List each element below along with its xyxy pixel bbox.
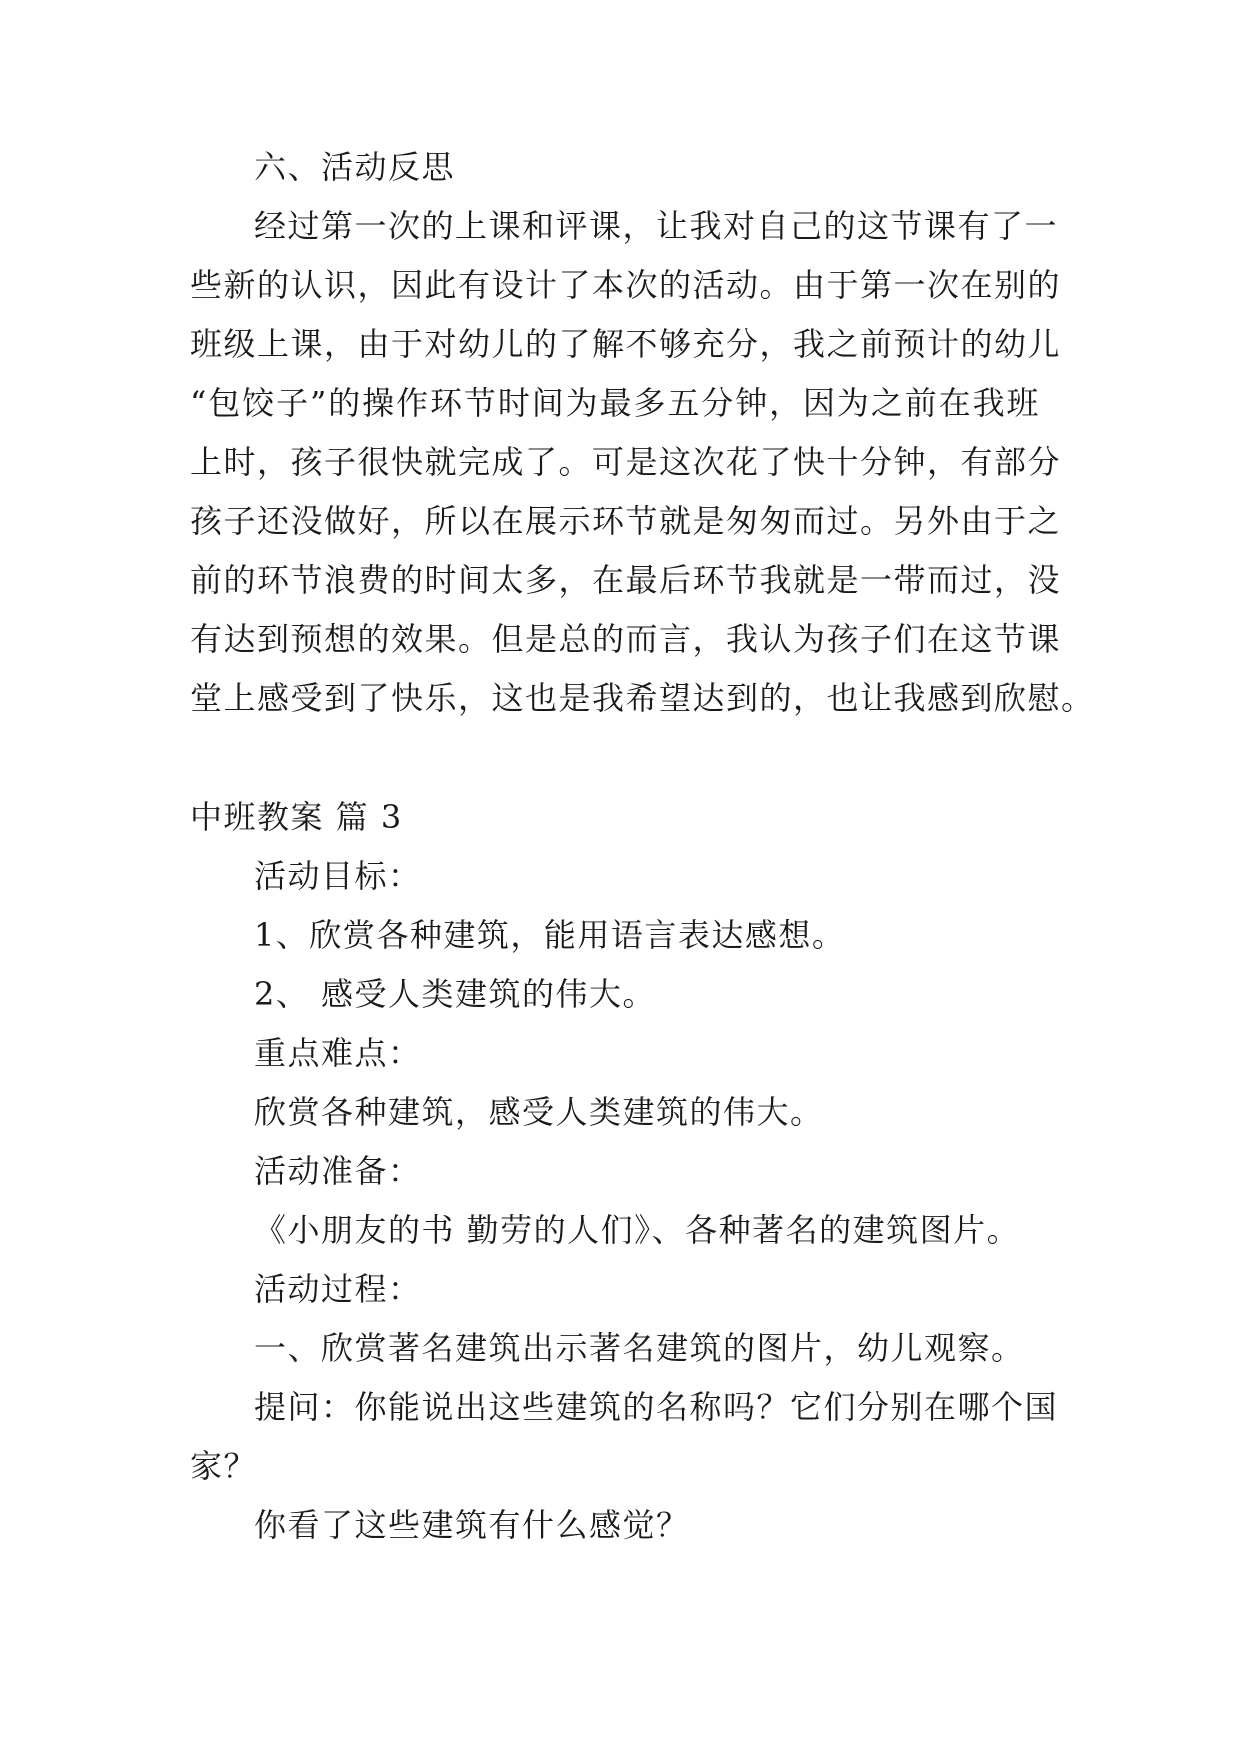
paragraph-line: “包饺子”的操作环节时间为最多五分钟，因为之前在我班 — [190, 384, 1040, 422]
question-text: 提问：你能说出这些建筑的名称吗？它们分别在哪个国 — [254, 1388, 1059, 1426]
paragraph-line: 有达到预想的效果。但是总的而言，我认为孩子们在这节课 — [190, 620, 1062, 658]
key-points-text: 欣赏各种建筑，感受人类建筑的伟大。 — [254, 1093, 824, 1131]
key-points-heading: 重点难点： — [254, 1034, 422, 1072]
lesson-title: 中班教案 篇 3 — [190, 798, 403, 836]
question-text: 你看了这些建筑有什么感觉？ — [254, 1506, 690, 1544]
goal-item: 2、 感受人类建筑的伟大。 — [254, 975, 657, 1013]
preparation-heading: 活动准备： — [254, 1152, 422, 1190]
paragraph-line: 前的环节浪费的时间太多，在最后环节我就是一带而过，没 — [190, 561, 1062, 599]
preparation-text: 《小朋友的书 勤劳的人们》、各种著名的建筑图片。 — [254, 1211, 1021, 1249]
question-text: 家？ — [190, 1447, 258, 1485]
section-heading-reflection: 六、活动反思 — [254, 148, 456, 186]
paragraph-line: 经过第一次的上课和评课，让我对自己的这节课有了一 — [254, 207, 1059, 245]
goal-item: 1、欣赏各种建筑，能用语言表达感想。 — [254, 916, 846, 954]
paragraph-line: 班级上课，由于对幼儿的了解不够充分，我之前预计的幼儿 — [190, 325, 1062, 363]
paragraph-line: 些新的认识，因此有设计了本次的活动。由于第一次在别的 — [190, 266, 1062, 304]
paragraph-line: 孩子还没做好，所以在展示环节就是匆匆而过。另外由于之 — [190, 502, 1062, 540]
process-heading: 活动过程： — [254, 1270, 422, 1308]
process-step: 一、欣赏著名建筑出示著名建筑的图片，幼儿观察。 — [254, 1329, 1025, 1367]
goals-heading: 活动目标： — [254, 857, 422, 895]
paragraph-line: 堂上感受到了快乐，这也是我希望达到的，也让我感到欣慰。 — [190, 679, 1095, 717]
paragraph-line: 上时，孩子很快就完成了。可是这次花了快十分钟，有部分 — [190, 443, 1062, 481]
